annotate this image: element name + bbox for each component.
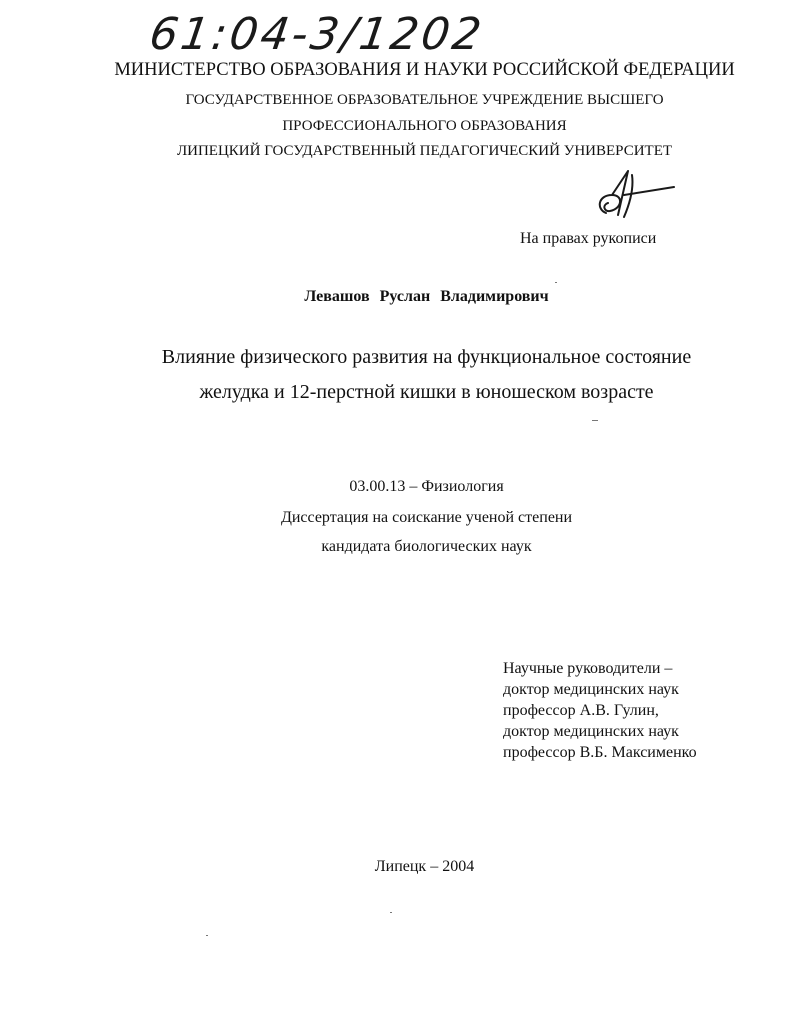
scan-speck	[592, 420, 598, 421]
handwritten-catalog-code: 61:04-3/1202	[146, 9, 488, 60]
scan-speck	[206, 935, 208, 936]
institution-line-3: ЛИПЕЦКИЙ ГОСУДАРСТВЕННЫЙ ПЕДАГОГИЧЕСКИЙ УНИВЕРСИТЕТ	[176, 143, 673, 159]
place-and-year: Липецк – 2004	[374, 858, 475, 875]
supervisor-2-degree: доктор медицинских наук	[503, 723, 679, 740]
degree-line-2: кандидата биологических наук	[321, 538, 532, 555]
degree-line-1: Диссертация на соискание ученой степени	[280, 509, 573, 526]
manuscript-rights-note: На правах рукописи	[520, 230, 657, 247]
institution-line-2: ПРОФЕССИОНАЛЬНОГО ОБРАЗОВАНИЯ	[282, 118, 567, 134]
thesis-title-line-2: желудка и 12-перстной кишки в юношеском возрасте	[199, 381, 654, 403]
specialty-code: 03.00.13 – Физиология	[349, 478, 504, 495]
supervisor-1-name: профессор А.В. Гулин,	[503, 702, 659, 719]
signature-icon	[588, 165, 678, 227]
scan-speck	[555, 282, 557, 283]
thesis-title-line-1: Влияние физического развития на функциональное состояние	[161, 346, 692, 368]
scan-speck	[390, 912, 392, 913]
institution-line-1: ГОСУДАРСТВЕННОЕ ОБРАЗОВАТЕЛЬНОЕ УЧРЕЖДЕНИЕ ВЫСШЕГО	[185, 92, 664, 108]
ministry-heading: МИНИСТЕРСТВО ОБРАЗОВАНИЯ И НАУКИ РОССИЙСКОЙ ФЕДЕРАЦИИ	[114, 60, 735, 80]
author-name: Левашов Руслан Владимирович	[304, 288, 549, 305]
supervisor-1-degree: доктор медицинских наук	[503, 681, 679, 698]
supervisors-heading: Научные руководители –	[503, 660, 673, 677]
supervisors-block	[503, 658, 697, 763]
supervisor-2-name: профессор В.Б. Максименко	[503, 744, 697, 761]
